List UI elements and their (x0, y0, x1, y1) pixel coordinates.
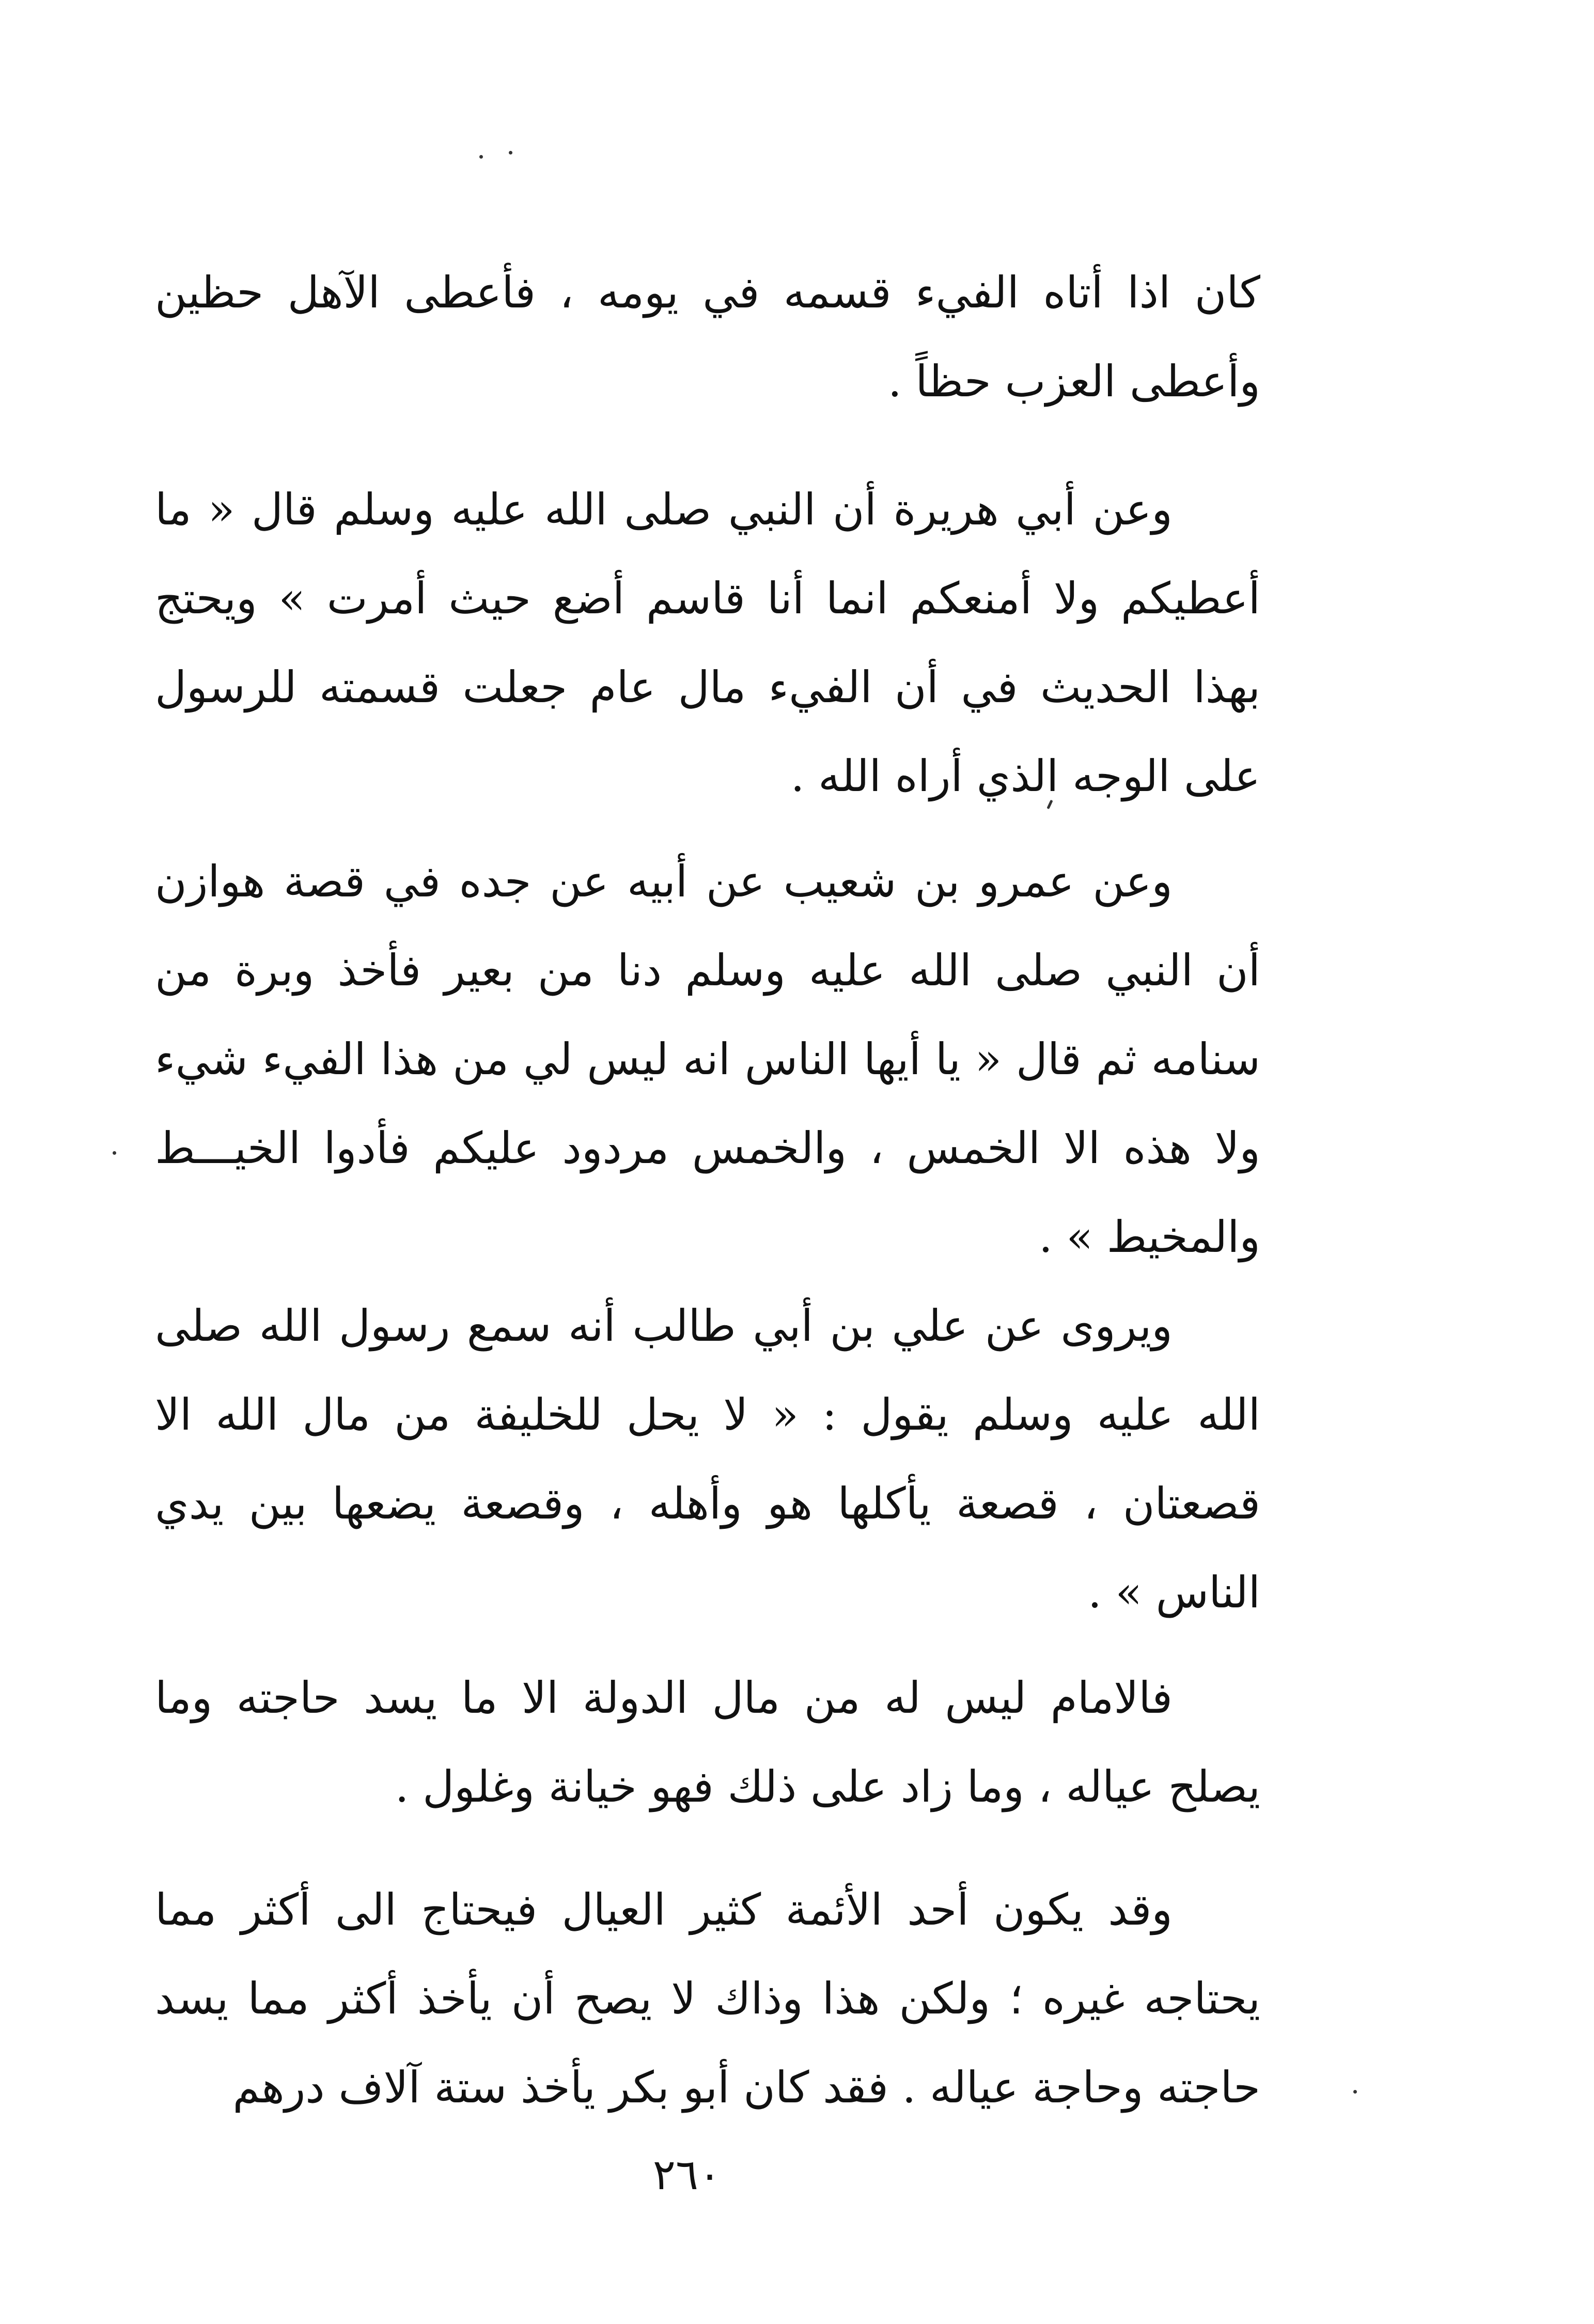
paragraph-imams-dependents (155, 1865, 1260, 2132)
paragraph-text: فالامام ليس له من مال الدولة الا ما يسد حاجته وما يصلح عياله ، وما زاد على ذلك فهو خيانة وغلول . (155, 1672, 1260, 1812)
paragraph-imam (155, 1653, 1260, 1831)
scan-speck (113, 1151, 116, 1155)
paragraph-ali-ibn-abi-talib (155, 1281, 1260, 1637)
scan-speck (1353, 2090, 1357, 2094)
scan-speck (509, 151, 512, 154)
paragraph-text: وقد يكون أحد الأئمة كثير العيال فيحتاج الى أكثر مما يحتاجه غيره ؛ ولكن هذا وذاك لا يصح أن يأخذ أكثر مما يسد حاجته وحاجة عياله . فقد كان أبو بكر يأخذ ستة آلاف درهم (155, 1884, 1260, 2113)
paragraph-text: وعن أبي هريرة أن النبي صلى الله عليه وسلم قال « ما أعطيكم ولا أمنعكم انما أنا قاسم أضع حيث أمرت » ويحتج بهذا الحديث في أن الفيء مال عام جعلت قسمته للرسول على الوجه الذي أراه الله . (155, 484, 1260, 801)
paragraph-text: ويروى عن علي بن أبي طالب أنه سمع رسول الله صلى الله عليه وسلم يقول : « لا يحل للخليفة من مال الله الا قصعتان ، قصعة يأكلها هو وأهله ، وقصعة يضعها بين يدي الناس » . (155, 1300, 1260, 1618)
page-number: ٢٦٠ (652, 2150, 722, 2199)
paragraph-abu-hurayra (155, 465, 1260, 820)
paragraph-text: وعن عمرو بن شعيب عن أبيه عن جده في قصة هوازن أن النبي صلى الله عليه وسلم دنا من بعير فأخذ وبرة من سنامه ثم قال « يا أيها الناس انه ليس لي من هذا الفيء شيء ولا هذه الا الخمس ، والخمس مردود عليكم فأدوا الخيـــط والمخيط » . (155, 856, 1260, 1262)
paragraph-continuation (155, 248, 1260, 426)
scan-speck (479, 155, 483, 159)
paragraph-amr-ibn-shuayb (155, 837, 1260, 1281)
paragraph-text: كان اذا أتاه الفيء قسمه في يومه ، فأعطى الآهل حظين وأعطى العزب حظاً . (155, 267, 1260, 407)
